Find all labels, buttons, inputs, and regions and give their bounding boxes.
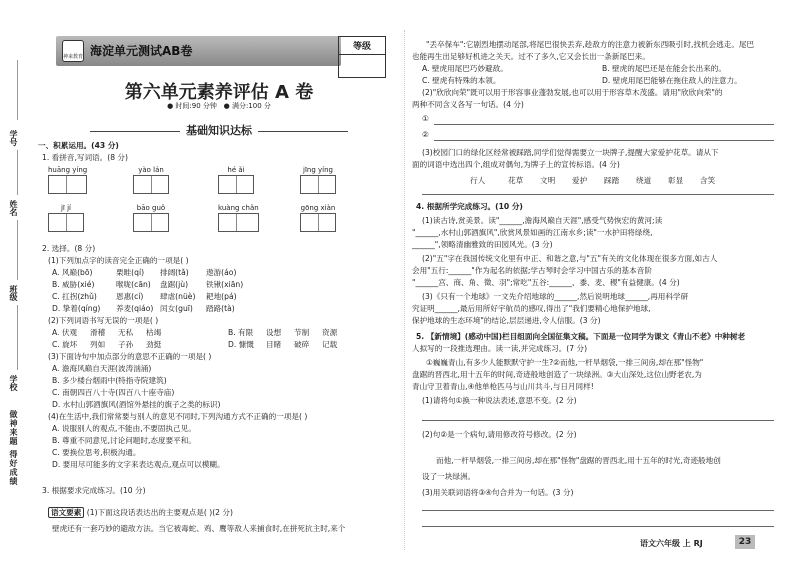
q2-1-opt: 恩惠(cí)	[116, 292, 144, 301]
pinyin-word: bāo guǒ	[133, 204, 169, 232]
q2-1-opt: 喉咙(cān)	[116, 280, 151, 289]
grade-box[interactable]	[338, 36, 386, 78]
q2-1-opt: 遨游(áo)	[206, 268, 237, 277]
q2-4-opt: A. 说服别人的观点,不能由,不要固执己见。	[52, 424, 196, 433]
q4-3-cont: 究证明______,最后用所好宇航员的感叹,得出了"我们要精心地保护地球,	[412, 304, 651, 313]
q2-2-opt: 滑稽	[90, 328, 106, 337]
passage-line: 也能再生出足够好机进之关天。过不了多久,它又会长出一条新尾巴来。	[412, 52, 650, 61]
answer-index: ②	[422, 130, 429, 139]
word-choice: 文明	[540, 176, 556, 185]
pinyin-word: kuàng chǎn	[218, 204, 259, 232]
q4-3: (3)《只有一个地球》一文先介绍地球的______,然后说明地球______,再用科学研	[422, 292, 689, 301]
grade-label: 等级	[339, 37, 385, 55]
quote-line: 盘踞的晋西北,用十五年的时间,奇迹般地创造了一块绿洲。③大山深处,这位山野老农,为	[412, 370, 702, 379]
q3-2: (2)"欣欣向荣"既可以用于形容事业蓬勃发展,也可以用于形容草木茂盛。请用"欣欣向荣"的	[422, 88, 723, 97]
score-text: 满分:100 分	[231, 102, 271, 110]
q1-heading: 1. 看拼音,写词语。(8 分)	[42, 153, 128, 162]
word-choice: 绕道	[636, 176, 652, 185]
motto-text: 做神来题 得好成绩	[9, 410, 18, 486]
pinyin-word: yào lán	[133, 166, 169, 194]
q4-1-cont: ______",领略清幽雅致的田园风光。(3 分)	[412, 240, 553, 249]
word-choice: 花草	[508, 176, 524, 185]
q5-3: (3)用关联词语将③④句合并为一句话。(3 分)	[422, 488, 574, 497]
q3-3: (3)校园门口的绿化区经常被踩踏,同学们觉得需要立一块牌子,提醒大家爱护花草。请从下	[422, 148, 719, 157]
q2-1-opt: 闰女(guī)	[160, 304, 193, 313]
q5-heading: 5. 【新情境】(感动中国)栏目组面向全国征集文稿。下面是一位同学为课文《青山不老》中种树老	[416, 332, 746, 341]
q2-heading: 2. 选择。(8 分)	[42, 244, 96, 253]
q2-2-opt: 记载	[322, 340, 338, 349]
q5-2: (2)句②是一个病句,请用修改符号修改。(2 分)	[422, 430, 577, 439]
q3-3-cont: 面的词语中选出四个,组成对偶句,为牌子上的宣传标语。(4 分)	[412, 160, 620, 169]
q5-2-sentence-cont: 设了一块绿洲。	[422, 472, 476, 481]
q2-2-opt: 子孙	[118, 340, 134, 349]
series-banner	[56, 36, 341, 66]
pinyin-word: huāng yíng	[48, 166, 87, 194]
q4-3-cont: 保护地球的生态环境"的结论,层层递进,令人信服。(3 分)	[412, 316, 601, 325]
q3-1-opt: D. 壁虎用尾巴能够在拖住敌人的注意力。	[602, 76, 742, 85]
sidebar-line	[17, 60, 18, 120]
answer-line[interactable]	[434, 140, 774, 141]
q2-3-opt: B. 多少楼台烟雨中(特指寺院建筑)	[52, 376, 167, 385]
q2-3-opt: A. 澹海风巅自天涯(波涛汹涌)	[52, 364, 152, 373]
q5-cont: 人拟写的一段推选理由。读一读,并完成练习。(7 分)	[412, 344, 588, 353]
page-number: 23	[735, 535, 755, 549]
word-choice: 含笑	[700, 176, 716, 185]
answer-line[interactable]	[422, 510, 774, 511]
q2-1-opt: 排阔(tǎ)	[160, 268, 189, 277]
q2-2-opt: D. 慷慨	[228, 340, 254, 349]
q2-2-opt: 节制	[294, 328, 310, 337]
pinyin-word: gōng xiàn	[300, 204, 336, 232]
q2-2-opt: A. 伏观	[52, 328, 78, 337]
q3-1-opt: A. 壁虎用尾巴巧妙避敌。	[422, 64, 508, 73]
q3-2-cont: 两种不同含义各写一句话。(4 分)	[412, 100, 524, 109]
answer-line[interactable]	[434, 124, 774, 125]
page-divider	[404, 30, 405, 550]
q2-2-opt: 无私	[118, 328, 134, 337]
q2-4-opt: C. 要换位思考,积极沟通。	[52, 448, 141, 457]
q2-3-opt: D. 水村山郭酒旗风(酒馆外悬挂的旗子之类的标识)	[52, 400, 221, 409]
sidebar-line	[17, 150, 18, 195]
left-column	[38, 0, 400, 566]
q2-1-opt: 养麦(qiáo)	[116, 304, 154, 313]
word-choice: 踩踏	[604, 176, 620, 185]
quote-line: ①巍巍青山,有多少人能默默守护一生?②而他,一杆旱烟袋,一排三间房,却在那"怪物"	[426, 358, 704, 367]
q2-3-opt: C. 南朝四百八十寺(四百八十座寺庙)	[52, 388, 175, 397]
footer-text: 语文六年级 上 RJ	[640, 539, 703, 548]
q3-heading: 3. 根据要求完成练习。(10 分)	[42, 486, 146, 495]
q2-2-opt: 枯竭	[146, 328, 162, 337]
right-column	[412, 0, 792, 566]
quote-line: 青山守卫着青山,④他单枪匹马与山川共斗,与日月同样!	[412, 382, 594, 391]
q2-1-opt: A. 风巅(bō)	[52, 268, 93, 277]
passage-line: "丢卒保车":它剧烈地摆动尾部,将尾巴很快丢弃,趁敌方的注意力被新东西吸引时,找机会逃走。尾巴	[426, 40, 755, 49]
q2-1-opt: 盘踞(jù)	[160, 280, 189, 289]
class-label: 班级	[9, 285, 18, 301]
q5-1: (1)请将句①换一种说法表述,意思不变。(2 分)	[422, 396, 577, 405]
q2-1-opt: 耙地(pá)	[206, 292, 237, 301]
pinyin-word: hé ǎi	[218, 166, 254, 194]
score-icon: ●	[223, 102, 230, 110]
literacy-tag: 语文要素	[48, 507, 84, 518]
q5-2-sentence: 而他,一杆旱烟袋,一排三间房,却在那"怪物"盘踞的晋西北,用十五年的时光,奇迹般地创	[436, 456, 721, 465]
q2-1-opt: 肆虐(nüè)	[160, 292, 196, 301]
series-title: 海淀单元测试AB卷	[90, 44, 193, 58]
q2-1-opt: 铁锹(xiān)	[206, 280, 244, 289]
q4-2-cont: 会用"五行:______"作为起名的依据;学古琴时会学习中国古乐的基本音阶	[412, 266, 652, 275]
word-choice: 彰显	[668, 176, 684, 185]
q2-1-opt: 栗畦(qí)	[116, 268, 145, 277]
q3-1-opt: C. 壁虎有特殊的本领。	[422, 76, 501, 85]
q2-1-opt: 踏路(tà)	[206, 304, 235, 313]
name-label: 姓名	[9, 200, 18, 216]
exam-meta	[38, 101, 400, 111]
q2-1-opt: D. 挚着(qíng)	[52, 304, 101, 313]
q2-2-opt: 资源	[322, 328, 338, 337]
q2-2-opt: 列如	[90, 340, 106, 349]
answer-line[interactable]	[422, 526, 774, 527]
pinyin-word: jī jí	[48, 204, 84, 232]
q3-1-text: (1)下面这段话表达出的主要观点是( )(2 分)	[86, 508, 233, 517]
q2-1-opt: B. 威胁(xié)	[52, 280, 95, 289]
q2-3: (3)下面诗句中加点部分的意思不正确的一项是( )	[48, 352, 212, 361]
q2-2-opt: 目睹	[266, 340, 282, 349]
q4-2-cont: "______宫、商、角、徵、羽";常吃"五谷:______、黍、麦、稷"有益健康。(4 分)	[412, 278, 680, 287]
student-id-label: 学号	[9, 130, 18, 146]
q3-passage: 壁虎还有一套巧妙的避敌方法。当它被毒蛇、鸡、鹰等敌人来捕食时,在拼死抗主时,来个	[52, 524, 346, 533]
section-heading: 基础知识达标	[38, 122, 400, 138]
q2-2-opt: 破碎	[294, 340, 310, 349]
time-text: 时间:90 分钟	[175, 102, 217, 110]
q3-1	[48, 508, 233, 518]
q2-1-opt: C. 扛拐(zhǔ)	[52, 292, 97, 301]
page-title: 第六单元素养评估 A 卷	[124, 82, 314, 103]
word-choice: 爱护	[572, 176, 588, 185]
q3-1-opt: B. 壁虎的尾巴还是在能会长出来的。	[602, 64, 726, 73]
sidebar-line	[17, 305, 18, 370]
sidebar-line	[17, 220, 18, 280]
q2-4-opt: D. 要用尽可能多的文字来表达观点,观点可以模糊。	[52, 460, 225, 469]
answer-line[interactable]	[422, 420, 774, 421]
q2-4: (4)在生活中,我们常常要与别人的意见不同时,下列沟通方式不正确的一项是( )	[48, 412, 308, 421]
q4-2: (2)"五"字在我国传统文化里有中正、和谐之意,与"五"有关的文化体现在很多方面,如古人	[422, 254, 718, 263]
q2-2-opt: 设想	[266, 328, 282, 337]
q2-2: (2)下列词语书写无误的一项是( )	[48, 316, 159, 325]
school-label: 学校	[9, 375, 18, 391]
q2-2-opt: C. 旋坏	[52, 340, 78, 349]
q2-2-opt: B. 有限	[228, 328, 254, 337]
q4-heading: 4. 根据所学完成练习。(10 分)	[416, 202, 523, 211]
clock-icon: ●	[167, 102, 174, 110]
q4-1-cont: "______,水村山郭酒旗风",欣赏风景如画的江南水乡;读"一水护田将绿绕,	[412, 228, 653, 237]
q2-2-opt: 劲挺	[146, 340, 162, 349]
part1-heading: 一、积累运用。(43 分)	[38, 141, 119, 150]
answer-line[interactable]	[422, 194, 774, 195]
word-choice: 行人	[470, 176, 486, 185]
q2-1: (1)下列加点字的读音完全正确的一项是( )	[48, 256, 189, 265]
q2-4-opt: B. 尊重不同意见,讨论问题时,态度要平和。	[52, 436, 196, 445]
answer-index: ①	[422, 114, 429, 123]
publisher-logo: 神来教育	[62, 40, 84, 62]
pinyin-word: jīng yíng	[300, 166, 336, 194]
q4-1: (1)读古诗,赏美景。读"______,澹海风巅自天涯",感受气势恢宏的黄河;读	[422, 216, 663, 225]
